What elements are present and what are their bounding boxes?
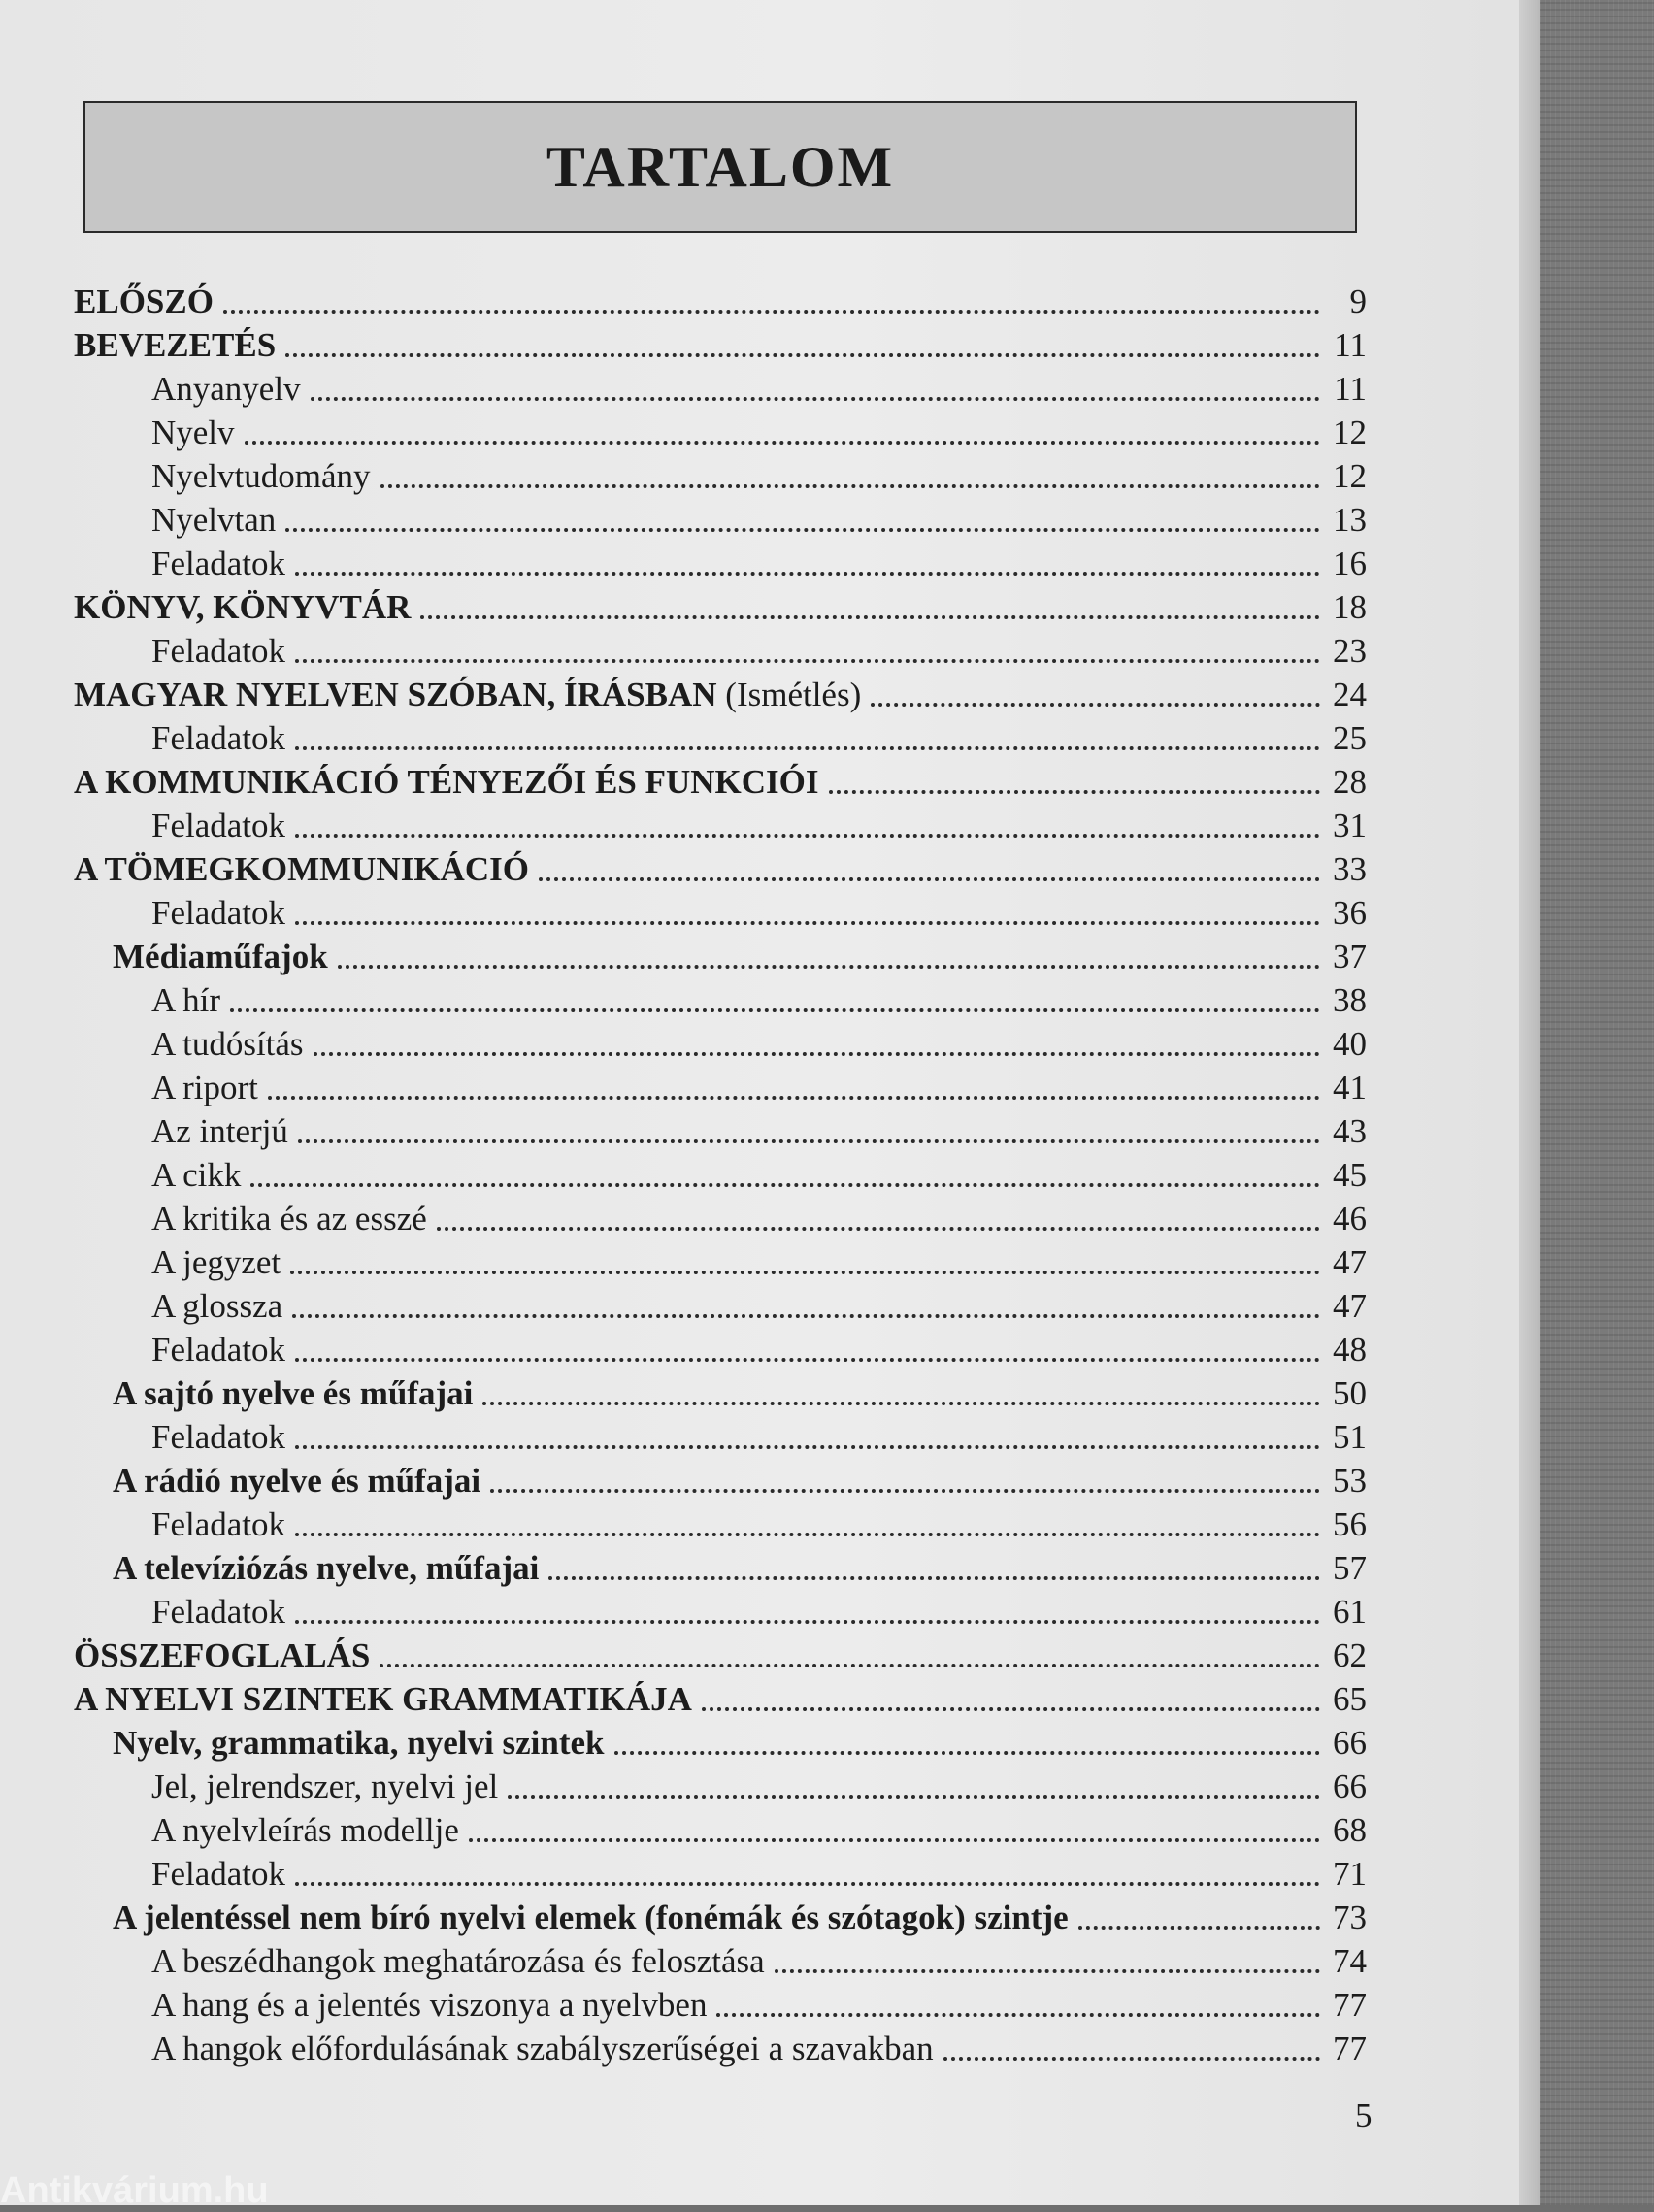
dot-leader xyxy=(295,920,1320,925)
toc-entry xyxy=(74,1238,1367,1282)
toc-entry-title: A nyelvleírás modellje xyxy=(151,1811,459,1849)
toc-entry-page: 24 xyxy=(1333,676,1367,713)
toc-entry xyxy=(74,1850,1367,1894)
toc-entry-page: 13 xyxy=(1333,501,1367,539)
toc-entry xyxy=(74,714,1367,758)
toc-entry-title: A riport xyxy=(151,1069,258,1106)
toc-entry-page: 38 xyxy=(1333,981,1367,1019)
toc-entry-title: Feladatok xyxy=(151,632,286,670)
toc-entry-label xyxy=(151,632,285,671)
dot-leader xyxy=(871,702,1320,707)
toc-entry-title: Anyanyelv xyxy=(151,370,301,408)
toc-entry-label xyxy=(74,1636,370,1675)
toc-entry-page: 36 xyxy=(1333,894,1367,932)
toc-entry-title: Médiaműfajok xyxy=(113,938,328,975)
toc-entry-label xyxy=(151,1942,765,1981)
toc-entry-page: 56 xyxy=(1333,1505,1367,1543)
dot-leader xyxy=(1078,1925,1320,1930)
toc-entry xyxy=(74,2025,1367,2068)
dot-leader xyxy=(223,309,1320,314)
dot-leader xyxy=(250,1182,1320,1187)
toc-entry-label xyxy=(74,588,411,627)
toc-entry-label xyxy=(151,1069,258,1107)
dot-leader xyxy=(295,1444,1320,1449)
toc-entry-title: Feladatok xyxy=(151,545,286,582)
toc-entry-title: A sajtó nyelve és műfajai xyxy=(113,1374,474,1412)
toc-entry-label xyxy=(74,676,861,714)
toc-entry xyxy=(74,1544,1367,1588)
dot-leader xyxy=(295,1619,1320,1624)
toc-entry-page: 23 xyxy=(1333,632,1367,670)
toc-entry xyxy=(74,1763,1367,1806)
toc-entry-page: 47 xyxy=(1333,1287,1367,1325)
dot-leader xyxy=(295,745,1320,750)
toc-entry-label xyxy=(151,1418,285,1457)
toc-entry-page: 73 xyxy=(1333,1898,1367,1936)
toc-entry-page: 48 xyxy=(1333,1331,1367,1369)
toc-entry xyxy=(74,671,1367,714)
toc-entry-label xyxy=(151,1767,498,1806)
toc-entry-title: BEVEZETÉS xyxy=(74,326,277,364)
toc-entry-label xyxy=(151,981,220,1020)
dot-leader xyxy=(245,440,1320,445)
toc-entry-label xyxy=(113,1549,539,1588)
toc-entry-page: 50 xyxy=(1333,1374,1367,1412)
dot-leader xyxy=(295,1357,1320,1362)
dot-leader xyxy=(295,571,1320,576)
dot-leader xyxy=(539,876,1320,881)
toc-entry-label xyxy=(151,1243,281,1282)
toc-entry xyxy=(74,933,1367,976)
toc-entry-title: A hangok előfordulásának szabályszerűségei a szavakban xyxy=(151,2030,934,2067)
toc-entry-title: Nyelvtudomány xyxy=(151,457,371,495)
toc-entry-title: A TÖMEGKOMMUNIKÁCIÓ xyxy=(74,850,529,888)
toc-entry-title: A rádió nyelve és műfajai xyxy=(113,1462,481,1500)
toc-entry-page: 65 xyxy=(1333,1680,1367,1718)
toc-entry-suffix: (Ismétlés) xyxy=(725,676,862,713)
toc-entry-title: Feladatok xyxy=(151,719,286,757)
dot-leader xyxy=(292,1313,1320,1318)
toc-entry xyxy=(74,1151,1367,1195)
toc-entry-label xyxy=(151,1986,707,2025)
toc-entry-label xyxy=(151,1593,285,1632)
dot-leader xyxy=(614,1750,1321,1755)
toc-entry-title: A jelentéssel nem bíró nyelvi elemek (fonémák és szótagok) szintje xyxy=(113,1898,1069,1936)
toc-entry-page: 25 xyxy=(1333,719,1367,757)
toc-entry-title: Nyelv xyxy=(151,413,235,451)
toc-entry-page: 37 xyxy=(1333,938,1367,975)
page-title: TARTALOM xyxy=(546,134,895,199)
toc-entry xyxy=(74,1719,1367,1763)
dot-leader xyxy=(829,789,1320,794)
toc-entry-title: A televíziózás nyelve, műfajai xyxy=(113,1549,540,1587)
toc-entry-label xyxy=(113,1462,480,1501)
dot-leader xyxy=(314,1051,1320,1056)
dot-leader xyxy=(490,1488,1320,1493)
background-cloth xyxy=(1540,0,1654,2205)
toc-entry-page: 11 xyxy=(1334,326,1367,364)
dot-leader xyxy=(508,1794,1320,1799)
toc-entry-label xyxy=(113,1724,605,1763)
toc-entry-title: A cikk xyxy=(151,1156,242,1194)
toc-entry-page: 46 xyxy=(1333,1200,1367,1238)
toc-entry-title: KÖNYV, KÖNYVTÁR xyxy=(74,588,412,626)
toc-entry-label xyxy=(113,1898,1069,1937)
dot-leader xyxy=(702,1706,1320,1711)
toc-entry-title: Feladatok xyxy=(151,1855,286,1893)
toc-entry xyxy=(74,845,1367,889)
toc-entry-page: 51 xyxy=(1333,1418,1367,1456)
toc-entry-label xyxy=(151,413,235,452)
toc-entry-page: 9 xyxy=(1349,282,1367,320)
toc-entry-page: 45 xyxy=(1333,1156,1367,1194)
toc-entry-page: 71 xyxy=(1333,1855,1367,1893)
toc-entry-label xyxy=(151,1112,288,1151)
toc-entry-page: 47 xyxy=(1333,1243,1367,1281)
toc-entry xyxy=(74,1937,1367,1981)
toc-entry xyxy=(74,1326,1367,1370)
toc-entry xyxy=(74,627,1367,671)
toc-entry-page: 28 xyxy=(1333,763,1367,801)
toc-entry-label xyxy=(151,894,285,933)
toc-entry-title: A beszédhangok meghatározása és felosztása xyxy=(151,1942,765,1980)
toc-entry xyxy=(74,1413,1367,1457)
dot-leader xyxy=(943,2056,1320,2061)
toc-entry-page: 74 xyxy=(1333,1942,1367,1980)
toc-entry-title: Feladatok xyxy=(151,1593,286,1631)
toc-entry xyxy=(74,1282,1367,1326)
toc-entry-page: 66 xyxy=(1333,1767,1367,1805)
toc-entry-title: Feladatok xyxy=(151,894,286,932)
toc-entry xyxy=(74,452,1367,496)
toc-entry-label xyxy=(151,719,285,758)
toc-entry-page: 68 xyxy=(1333,1811,1367,1849)
table-of-contents xyxy=(74,278,1367,2068)
dot-leader xyxy=(230,1007,1320,1012)
toc-entry-title: Feladatok xyxy=(151,1505,286,1543)
dot-leader xyxy=(295,833,1320,838)
toc-entry-label xyxy=(74,326,276,365)
toc-entry-label xyxy=(151,370,301,409)
toc-entry xyxy=(74,976,1367,1020)
toc-entry xyxy=(74,1370,1367,1413)
toc-entry xyxy=(74,583,1367,627)
toc-entry-page: 43 xyxy=(1333,1112,1367,1150)
title-box xyxy=(83,101,1357,233)
toc-entry-label xyxy=(151,1505,285,1544)
toc-entry-label xyxy=(151,1811,459,1850)
toc-entry-page: 77 xyxy=(1333,1986,1367,2024)
toc-entry-label xyxy=(74,282,214,321)
dot-leader xyxy=(548,1575,1320,1580)
toc-entry-page: 41 xyxy=(1333,1069,1367,1106)
toc-entry xyxy=(74,1501,1367,1544)
toc-entry-label xyxy=(151,1855,285,1894)
toc-entry xyxy=(74,802,1367,845)
dot-leader xyxy=(298,1139,1320,1143)
toc-entry xyxy=(74,1675,1367,1719)
toc-entry-title: A hír xyxy=(151,981,220,1019)
toc-entry-title: ELŐSZÓ xyxy=(74,282,214,320)
toc-entry-title: A jegyzet xyxy=(151,1243,281,1281)
toc-entry-page: 33 xyxy=(1333,850,1367,888)
toc-entry-label xyxy=(151,807,285,845)
toc-entry-label xyxy=(113,938,328,976)
toc-entry xyxy=(74,1981,1367,2025)
watermark: Antikvárium.hu xyxy=(0,2170,269,2211)
dot-leader xyxy=(311,396,1320,401)
dot-leader xyxy=(482,1401,1320,1405)
dot-leader xyxy=(380,483,1320,488)
toc-entry-page: 16 xyxy=(1333,545,1367,582)
dot-leader xyxy=(268,1095,1320,1100)
toc-entry-page: 12 xyxy=(1333,457,1367,495)
dot-leader xyxy=(338,964,1320,969)
toc-entry-label xyxy=(151,1156,241,1195)
toc-entry xyxy=(74,1107,1367,1151)
toc-entry xyxy=(74,321,1367,365)
dot-leader xyxy=(380,1663,1320,1667)
page-number: 5 xyxy=(1355,2096,1373,2134)
toc-entry-label xyxy=(74,763,819,802)
dot-leader xyxy=(290,1270,1320,1274)
toc-entry-title: A glossza xyxy=(151,1287,283,1325)
toc-entry-title: A KOMMUNIKÁCIÓ TÉNYEZŐI ÉS FUNKCIÓI xyxy=(74,763,819,801)
toc-entry-title: Az interjú xyxy=(151,1112,288,1150)
toc-entry-page: 53 xyxy=(1333,1462,1367,1500)
toc-entry xyxy=(74,1894,1367,1937)
toc-entry xyxy=(74,409,1367,452)
toc-entry-page: 18 xyxy=(1333,588,1367,626)
toc-entry xyxy=(74,540,1367,583)
dot-leader xyxy=(775,1968,1320,1973)
toc-entry-title: Feladatok xyxy=(151,1418,286,1456)
dot-leader xyxy=(295,658,1320,663)
toc-entry-page: 11 xyxy=(1334,370,1367,408)
toc-entry-title: A tudósítás xyxy=(151,1025,304,1063)
toc-entry xyxy=(74,365,1367,409)
toc-entry-page: 66 xyxy=(1333,1724,1367,1762)
dot-leader xyxy=(420,614,1320,619)
toc-entry-label xyxy=(151,1025,304,1064)
toc-entry-label xyxy=(151,1200,427,1238)
toc-entry xyxy=(74,1064,1367,1107)
toc-entry-title: Nyelvtan xyxy=(151,501,277,539)
toc-entry xyxy=(74,1020,1367,1064)
toc-entry-title: MAGYAR NYELVEN SZÓBAN, ÍRÁSBAN xyxy=(74,676,717,713)
dot-leader xyxy=(285,527,1320,532)
toc-entry-title: Feladatok xyxy=(151,807,286,844)
dot-leader xyxy=(469,1837,1320,1842)
toc-entry-label xyxy=(74,1680,692,1719)
toc-entry xyxy=(74,1588,1367,1632)
toc-entry-page: 57 xyxy=(1333,1549,1367,1587)
toc-entry xyxy=(74,278,1367,321)
toc-entry-label xyxy=(74,850,529,889)
dot-leader xyxy=(295,1881,1320,1886)
toc-entry-label xyxy=(113,1374,473,1413)
toc-entry-title: Jel, jelrendszer, nyelvi jel xyxy=(151,1767,499,1805)
dot-leader xyxy=(716,2012,1320,2017)
toc-entry-title: ÖSSZEFOGLALÁS xyxy=(74,1636,371,1674)
toc-entry xyxy=(74,758,1367,802)
toc-entry-page: 31 xyxy=(1333,807,1367,844)
toc-entry-page: 40 xyxy=(1333,1025,1367,1063)
dot-leader xyxy=(437,1226,1320,1231)
toc-entry-label xyxy=(151,1287,282,1326)
toc-entry-page: 61 xyxy=(1333,1593,1367,1631)
toc-entry-label xyxy=(151,501,276,540)
toc-entry xyxy=(74,1632,1367,1675)
dot-leader xyxy=(285,352,1320,357)
toc-entry-page: 12 xyxy=(1333,413,1367,451)
toc-entry xyxy=(74,1195,1367,1238)
toc-entry-title: A kritika és az esszé xyxy=(151,1200,427,1238)
toc-entry-page: 62 xyxy=(1333,1636,1367,1674)
toc-entry-label xyxy=(151,2030,934,2068)
dot-leader xyxy=(295,1532,1320,1536)
toc-entry-page: 77 xyxy=(1333,2030,1367,2067)
toc-entry xyxy=(74,889,1367,933)
toc-entry-label xyxy=(151,1331,285,1370)
toc-entry xyxy=(74,496,1367,540)
toc-entry-title: Feladatok xyxy=(151,1331,286,1369)
toc-entry xyxy=(74,1457,1367,1501)
toc-entry xyxy=(74,1806,1367,1850)
page-edge xyxy=(1519,0,1540,2205)
toc-entry-title: A NYELVI SZINTEK GRAMMATIKÁJA xyxy=(74,1680,692,1718)
toc-entry-label xyxy=(151,545,285,583)
toc-entry-title: Nyelv, grammatika, nyelvi szintek xyxy=(113,1724,605,1762)
toc-entry-label xyxy=(151,457,371,496)
toc-entry-title: A hang és a jelentés viszonya a nyelvben xyxy=(151,1986,708,2024)
